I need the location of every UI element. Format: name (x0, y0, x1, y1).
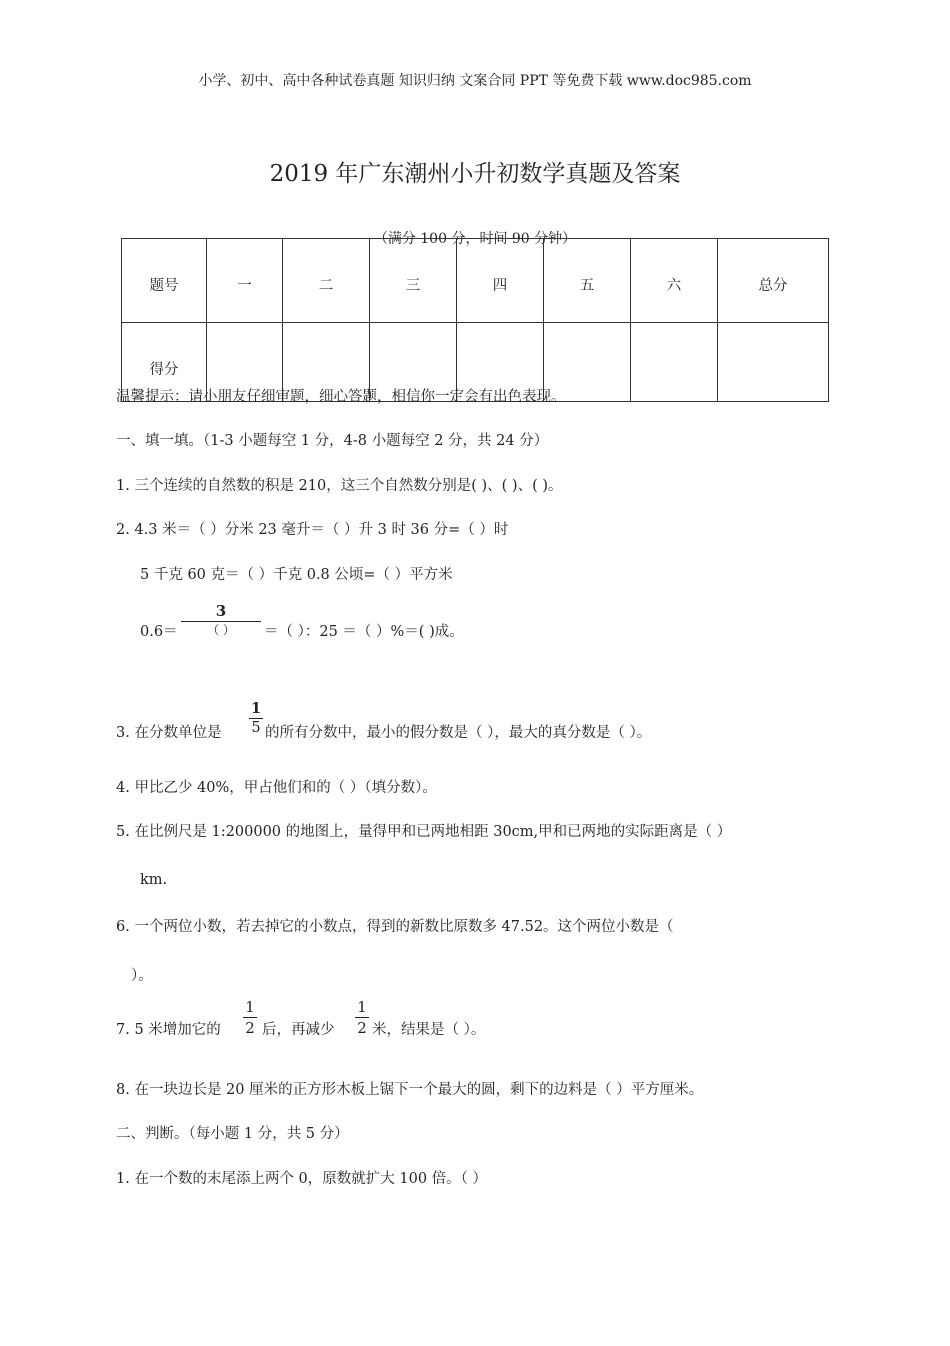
fraction-numerator: 1 (245, 998, 255, 1016)
score-row-label: 得分 (122, 323, 207, 402)
fraction-denominator: （ ） (181, 621, 261, 638)
question-2-1: 1. 在一个数的末尾添上两个 0，原数就扩大 100 倍。（ ） (116, 1171, 488, 1187)
question-1-5-line-1: 5. 在比例尺是 1:200000 的地图上，量得甲和已两地相距 30cm,甲和已两地的实际距离是（ ） (116, 824, 732, 840)
question-1-2-line-1: 2. 4.3 米＝（ ）分米 23 毫升＝（ ）升 3 时 36 分=（ ）时 (116, 522, 509, 538)
question-1-3-prefix: 3. 在分数单位是 (116, 725, 222, 741)
question-1-3-suffix: 的所有分数中，最小的假分数是（ ），最大的真分数是（ ）。 (265, 725, 652, 741)
question-1-2-line-3-suffix: ＝（ ）：25 ＝（ ）%＝( )成。 (264, 624, 464, 640)
fraction-numerator: 1 (250, 700, 262, 717)
question-1-7-part-1: 7. 5 米增加它的 (116, 1022, 221, 1038)
score-table-header: 二 (283, 239, 370, 323)
fraction (249, 700, 263, 737)
score-table-header: 四 (457, 239, 544, 323)
score-table (121, 238, 829, 402)
fraction-numerator: 3 (215, 602, 227, 620)
score-table-header: 五 (544, 239, 631, 323)
question-1-6-line-1: 6. 一个两位小数，若去掉它的小数点，得到的新数比原数多 47.52。这个两位小数是（ (116, 919, 674, 935)
score-cell (631, 323, 718, 402)
page-title: 2019 年广东潮州小升初数学真题及答案 (269, 161, 681, 187)
score-cell (718, 323, 829, 402)
question-1-2-line-2: 5 千克 60 克＝（ ）千克 0.8 公顷=（ ）平方米 (140, 567, 453, 583)
page-header: 小学、初中、高中各种试卷真题 知识归纳 文案合同 PPT 等免费下载 www.doc985.com (198, 73, 752, 89)
question-1-7-part-2: 后，再减少 (262, 1022, 335, 1038)
score-table-header: 三 (370, 239, 457, 323)
question-1-6-line-2: ）。 (131, 968, 153, 984)
fraction (181, 602, 261, 638)
question-1-1: 1. 三个连续的自然数的积是 210，这三个自然数分别是( )、( )、( )。 (116, 478, 563, 494)
fraction-numerator: 1 (357, 998, 367, 1016)
tip-text: 温馨提示：请小朋友仔细审题，细心答题，相信你一定会有出色表现。 (116, 389, 566, 405)
score-table-header: 总分 (718, 239, 829, 323)
question-1-5-line-2: km. (140, 872, 168, 888)
fraction-denominator: 5 (249, 718, 263, 737)
score-table-header: 题号 (122, 239, 207, 323)
fraction (243, 998, 257, 1038)
question-1-2-line-3-prefix: 0.6＝ (140, 624, 178, 640)
question-1-8: 8. 在一块边长是 20 厘米的正方形木板上锯下一个最大的圆，剩下的边料是（ ）平方厘米。 (116, 1082, 704, 1098)
score-table-header: 六 (631, 239, 718, 323)
score-table-header: 一 (207, 239, 283, 323)
section-2-heading: 二、判断。（每小题 1 分，共 5 分） (116, 1126, 349, 1142)
score-table-header-row (122, 239, 829, 323)
section-1-heading: 一、填一填。（1-3 小题每空 1 分，4-8 小题每空 2 分，共 24 分） (116, 433, 549, 449)
question-1-4: 4. 甲比乙少 40%，甲占他们和的（ ）（填分数）。 (116, 780, 437, 796)
question-1-7-part-3: 米，结果是（ ）。 (372, 1022, 486, 1038)
fraction-denominator: 2 (355, 1017, 369, 1038)
fraction (355, 998, 369, 1038)
exam-info: （满分 100 分，时间 90 分钟） (373, 231, 577, 247)
fraction-denominator: 2 (243, 1017, 257, 1038)
